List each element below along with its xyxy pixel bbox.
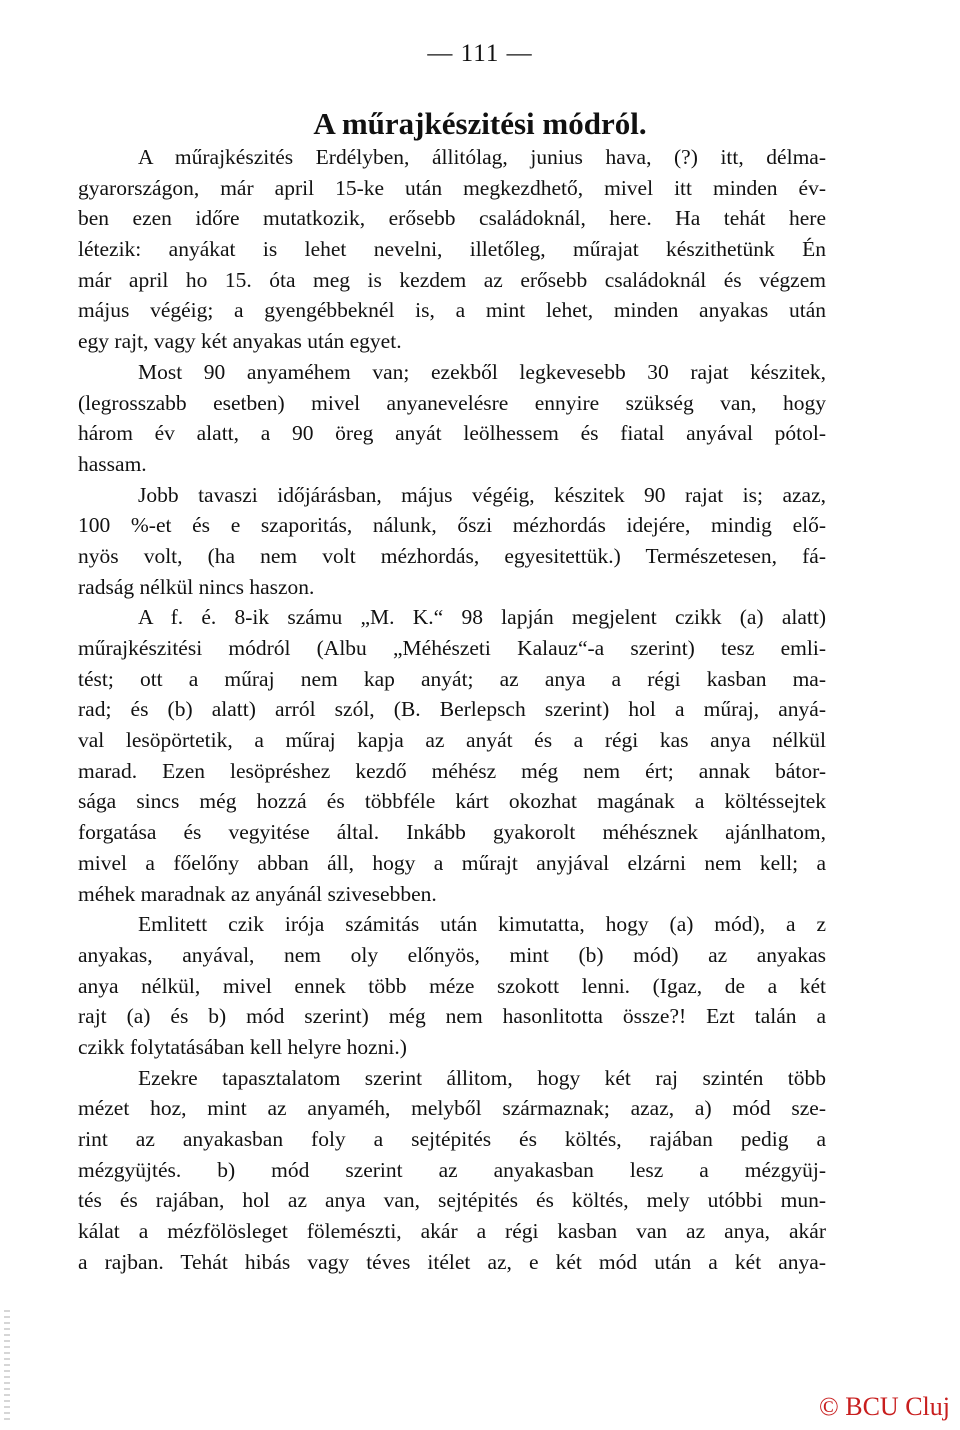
text-line: mézet hoz, mint az anyaméh, melyből származnak; azaz, a) mód sze- xyxy=(78,1096,826,1121)
library-watermark: © BCU Cluj xyxy=(818,1392,950,1421)
text-line: nyös volt, (ha nem volt mézhordás, egyesitettük.) Természetesen, fá- xyxy=(78,543,826,568)
text-line: sága sincs még hozzá és többféle kárt okozhat magának a költéssejtek xyxy=(78,789,826,814)
text-line: május végéig; a gyengébbeknél is, a mint lehet, minden anyakas után xyxy=(78,298,826,323)
text-line: egy rajt, vagy két anyakas után egyet. xyxy=(78,329,402,354)
text-line: gyarországon, már april 15-ke után megkezdhető, mivel itt minden év- xyxy=(78,175,826,200)
text-line: mézgyüjtés. b) mód szerint az anyakasban lesz a mézgyüj- xyxy=(78,1157,826,1182)
text-line: tést; ott a műraj nem kap anyát; az anya a régi kasban ma- xyxy=(78,666,826,691)
text-line: hassam. xyxy=(78,451,147,476)
article-body xyxy=(78,142,826,1277)
text-line: val lesöpörtetik, a műraj kapja az anyát és a régi kas anya nélkül xyxy=(78,728,826,753)
text-line: már april ho 15. óta meg is kezdem az erősebb családoknál és végzem xyxy=(78,267,826,292)
text-line: 100 %-et és e szaporitás, nálunk, őszi mézhordás idejére, mindig elő- xyxy=(78,513,826,538)
scan-edge-artifact xyxy=(4,1310,10,1420)
text-line: A műrajkészités Erdélyben, állitólag, junius hava, (?) itt, délma- xyxy=(138,145,826,169)
text-line: mivel a főelőny abban áll, hogy a műrajt anyjával elzárni nem kell; a xyxy=(78,850,826,875)
text-line: a rajban. Tehát hibás vagy téves itélet az, e két mód után a két anya- xyxy=(78,1249,826,1274)
text-line: rint az anyakasban foly a sejtépités és költés, rajában pedig a xyxy=(78,1127,826,1151)
text-line: méhek maradnak az anyánál szivesebben. xyxy=(78,881,437,906)
text-line: A f. é. 8-ik számu „M. K.“ 98 lapján megjelent czikk (a) alatt) xyxy=(138,605,826,630)
text-line: anya nélkül, mivel ennek több méze szokott lenni. (Igaz, de a két xyxy=(78,973,826,998)
text-line: (legrosszabb esetben) mivel anyanevelésre ennyire szükség van, hogy xyxy=(78,390,826,415)
text-line: kálat a mézfölösleget fölemészti, akár a régi kasban van az anya, akár xyxy=(78,1219,826,1244)
page-number: — 111 — xyxy=(427,40,533,67)
text-line: rajt (a) és b) mód szerint) még nem hasonlitotta össze?! Ezt talán a xyxy=(78,1004,826,1029)
article-title: A műrajkészitési módról. xyxy=(313,106,647,141)
text-line: anyakas, anyával, nem oly előnyös, mint (b) mód) az anyakas xyxy=(78,942,826,967)
text-line: három év alatt, a 90 öreg anyát leölhessem és fiatal anyával pótol- xyxy=(78,421,826,446)
text-line: Ezekre tapasztalatom szerint állitom, hogy két raj szintén több xyxy=(138,1065,826,1090)
text-line: rad; és (b) alatt) arról szól, (B. Berlepsch szerint) hol a műraj, anyá- xyxy=(78,697,826,722)
text-line: tés és rajában, hol az anya van, sejtépités és költés, mely utóbbi mun- xyxy=(78,1188,826,1213)
text-line: forgatása és vegyitése által. Inkább gyakorolt méhésznek ajánlhatom, xyxy=(78,820,826,845)
text-line: ben ezen időre mutatkozik, erősebb családoknál, here. Ha tehát here xyxy=(78,206,826,231)
text-line: marad. Ezen lesöpréshez kezdő méhész még nem ért; annak bátor- xyxy=(78,758,826,783)
text-line: Jobb tavaszi időjárásban, május végéig, készitek 90 rajat is; azaz, xyxy=(138,482,826,507)
text-line: Most 90 anyaméhem van; ezekből legkevesebb 30 rajat készitek, xyxy=(138,359,826,384)
text-line: létezik: anyákat is lehet nevelni, illetőleg, műrajat készithetünk Én xyxy=(78,237,826,262)
text-line: radság nélkül nincs haszon. xyxy=(78,574,315,599)
text-line: műrajkészitési módról (Albu „Méhészeti Kalauz“-a szerint) tesz emli- xyxy=(78,636,826,660)
text-line: czikk folytatásában kell helyre hozni.) xyxy=(78,1034,407,1059)
text-line: Emlitett czik irója számitás után kimutatta, hogy (a) mód), a z xyxy=(138,912,826,937)
